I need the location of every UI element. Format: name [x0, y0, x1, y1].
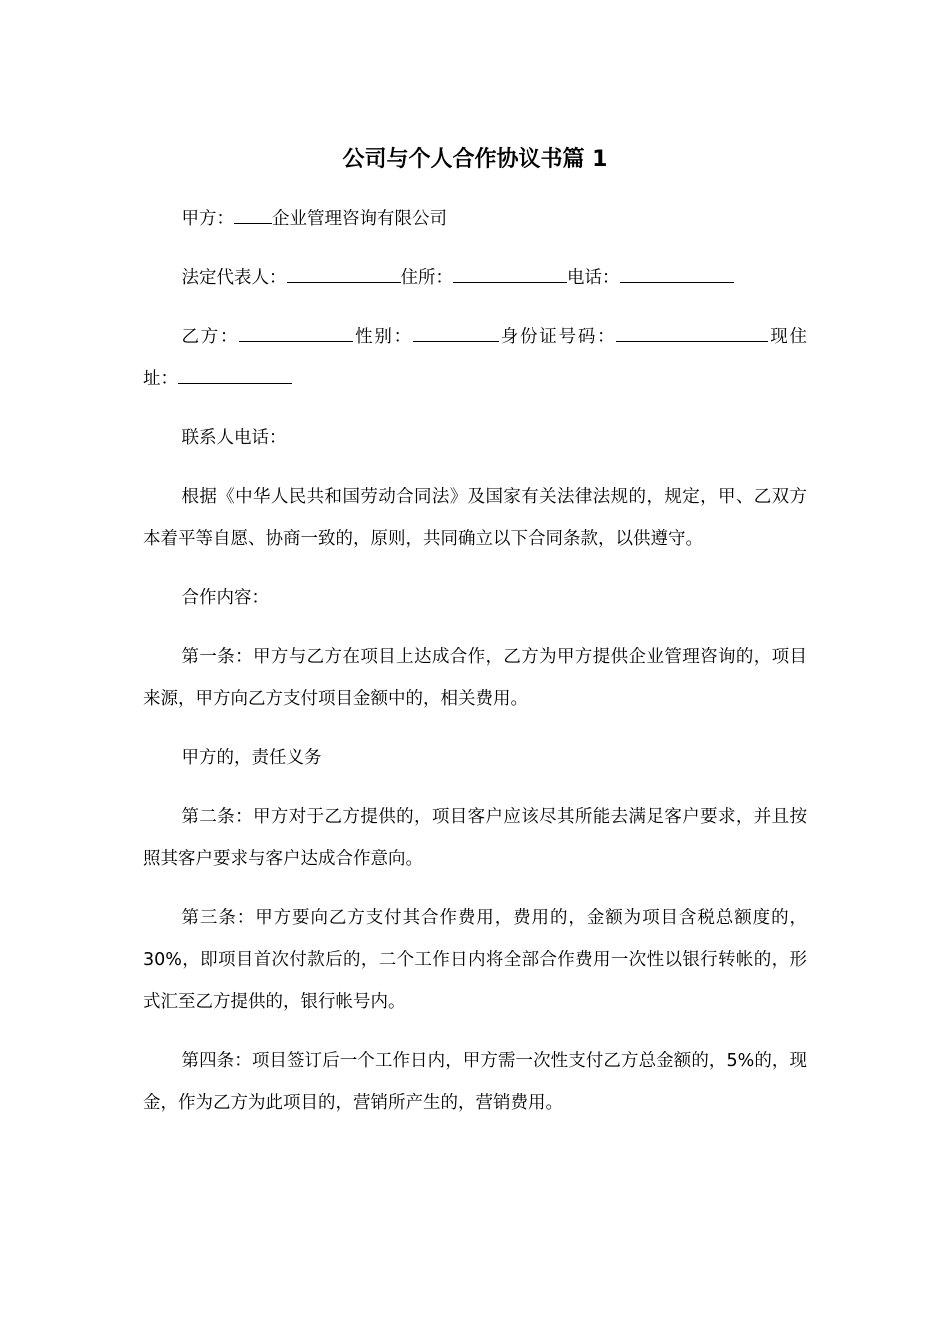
- address-label: 住所：: [400, 268, 453, 288]
- section-heading-cooperation: 合作内容：: [181, 588, 269, 608]
- contact-phone-line: 联系人电话：: [181, 428, 287, 448]
- article-4: 第四条：项目签订后一个工作日内，甲方需一次性支付乙方总金额的，5%的，现金，作为乙方为此项目的，营销所产生的，营销费用。: [143, 1051, 807, 1113]
- party-b-line: [143, 316, 807, 400]
- blank-line: [413, 323, 499, 342]
- party-a-label: 甲方：: [181, 209, 234, 229]
- section-heading-party-a-duties: 甲方的，责任义务: [181, 748, 322, 768]
- article-3: 第三条：甲方要向乙方支付其合作费用，费用的，金额为项目含税总额度的，30%，即项目首次付款后的，二个工作日内将全部合作费用一次性以银行转帐的，形式汇至乙方提供的，银行帐号内。: [143, 908, 807, 1012]
- blank-line: [287, 264, 401, 283]
- blank-line: [453, 264, 567, 283]
- party-a-company: 企业管理咨询有限公司: [272, 209, 447, 229]
- party-a-details-line: [143, 257, 807, 299]
- current-address-label: 现住址：: [143, 327, 807, 389]
- legal-rep-label: 法定代表人：: [181, 268, 287, 288]
- article-2: 第二条：甲方对于乙方提供的，项目客户应该尽其所能去满足客户要求，并且按照其客户要求与客户达成合作意向。: [143, 807, 807, 869]
- phone-label: 电话：: [567, 268, 620, 288]
- blank-line: [616, 323, 768, 342]
- blank-line: [178, 365, 292, 384]
- blank-line: [620, 264, 734, 283]
- gender-label: 性别：: [353, 327, 413, 347]
- id-number-label: 身份证号码：: [498, 327, 617, 347]
- article-1: 第一条：甲方与乙方在项目上达成合作，乙方为甲方提供企业管理咨询的，项目来源，甲方向乙方支付项目金额中的，相关费用。: [143, 647, 807, 709]
- blank-line: [239, 323, 353, 342]
- party-a-line: [143, 198, 807, 240]
- party-b-label: 乙方：: [181, 327, 240, 347]
- document-body: [143, 198, 807, 1141]
- paragraph-legal-basis: 根据《中华人民共和国劳动合同法》及国家有关法律法规的，规定，甲、乙双方本着平等自愿、协商一致的，原则，共同确立以下合同条款，以供遵守。: [143, 487, 807, 549]
- document-title: 公司与个人合作协议书篇 1: [342, 147, 608, 172]
- blank-line: [234, 205, 272, 224]
